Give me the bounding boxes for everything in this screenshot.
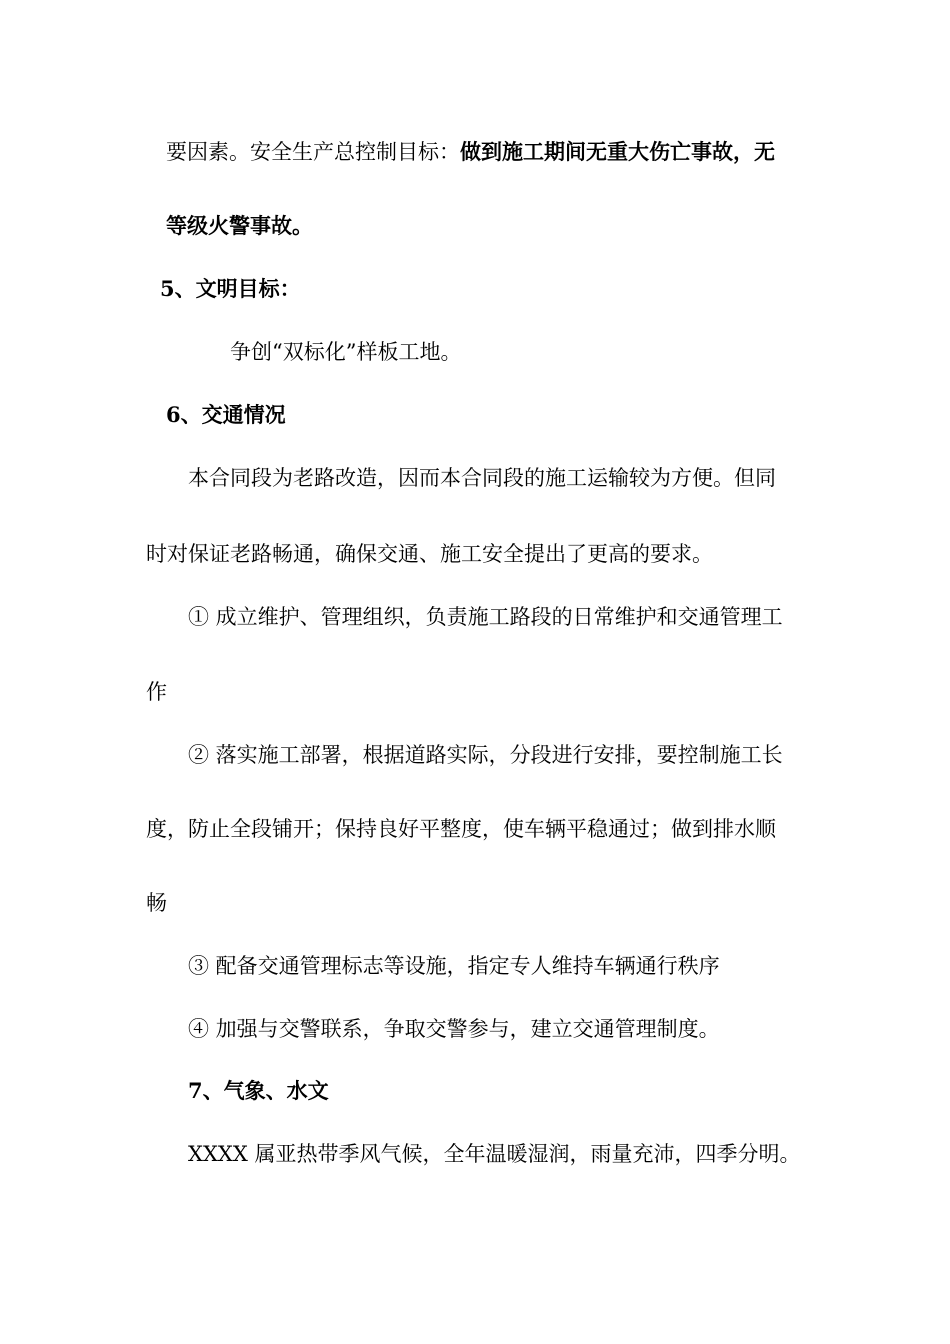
civilization-goal-text: 争创“双标化”样板工地。 — [230, 340, 462, 364]
traffic-item-4: ④ 加强与交警联系，争取交警参与，建立交通管理制度。 — [188, 1017, 720, 1041]
traffic-item-1-line-1: ① 成立维护、管理组织，负责施工路段的日常维护和交通管理工 — [188, 605, 783, 629]
traffic-item-2-line-1: ② 落实施工部署，根据道路实际，分段进行安排，要控制施工长 — [188, 743, 783, 767]
safety-goal-continuation: 等级火警事故。 — [166, 213, 313, 238]
heading-weather-hydrology: 7、气象、水文 — [188, 1078, 329, 1103]
heading-civilization-goal: 5、文明目标： — [160, 276, 301, 301]
traffic-paragraph-line-1: 本合同段为老路改造，因而本合同段的施工运输较为方便。但同 — [188, 466, 776, 490]
traffic-item-1-line-2: 作 — [146, 680, 167, 704]
safety-goal-text: 要因素。安全生产总控制目标： — [166, 140, 460, 164]
heading-traffic: 6、交通情况 — [166, 402, 286, 427]
traffic-item-2-line-3: 畅 — [146, 891, 167, 915]
traffic-item-3: ③ 配备交通管理标志等设施，指定专人维持车辆通行秩序 — [188, 954, 720, 978]
safety-goal-emphasis: 做到施工期间无重大伤亡事故，无 — [460, 139, 775, 164]
weather-paragraph: XXXX 属亚热带季风气候，全年温暖湿润，雨量充沛，四季分明。 — [188, 1142, 801, 1166]
traffic-paragraph-line-2: 时对保证老路畅通，确保交通、施工安全提出了更高的要求。 — [146, 542, 713, 566]
paragraph-safety-goal — [166, 138, 775, 166]
traffic-item-2-line-2: 度，防止全段铺开；保持良好平整度，使车辆平稳通过；做到排水顺 — [146, 817, 776, 841]
